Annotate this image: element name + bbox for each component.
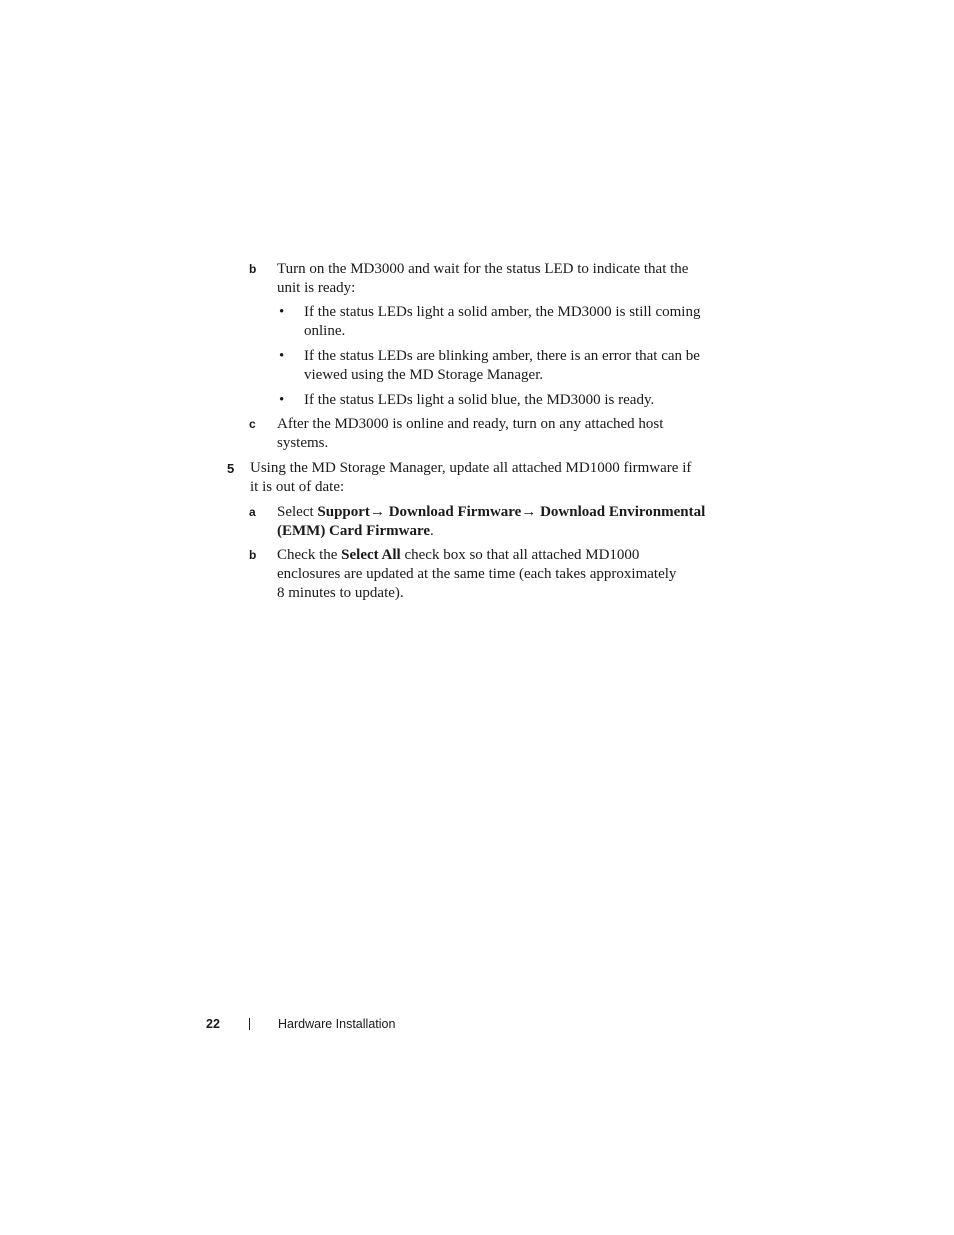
step-4b-text-line2: unit is ready: (277, 280, 356, 296)
step-5a-marker: a (249, 505, 256, 519)
select-all-label: Select All (341, 547, 401, 563)
section-title: Hardware Installation (278, 1017, 396, 1031)
step-5-text-line2: it is out of date: (250, 479, 345, 495)
step-5b-text-line2: enclosures are updated at the same time (each takes approximately (277, 566, 677, 582)
footer-separator (249, 1018, 250, 1030)
page-number: 22 (206, 1017, 220, 1031)
step-5-number: 5 (227, 461, 235, 476)
step-4b-text-line1: Turn on the MD3000 and wait for the status LED to indicate that the (277, 261, 689, 277)
menu-support: Support (317, 504, 370, 520)
step-4c-text-line2: systems. (277, 435, 329, 451)
menu-download-firmware: Download Firmware (388, 504, 522, 520)
menu-download-environmental: Download Environmental (540, 504, 706, 520)
bullet-1-symbol: • (279, 304, 285, 320)
step-5b-text-line3: 8 minutes to update). (277, 585, 404, 601)
step-4b-marker: b (249, 262, 257, 276)
arrow-icon: → (369, 504, 389, 520)
step-5b-prefix: Check the (277, 547, 342, 563)
step-5b-text-line1 (277, 546, 639, 566)
menu-emm-card-firmware: (EMM) Card Firmware (277, 523, 431, 539)
bullet-2-line1: If the status LEDs are blinking amber, there is an error that can be (304, 348, 700, 364)
step-4c-text-line1: After the MD3000 is online and ready, turn on any attached host (277, 416, 664, 432)
step-4c-marker: c (249, 417, 256, 431)
arrow-icon: → (521, 504, 541, 520)
step-5a-text-line1 (277, 503, 705, 523)
step-5b-marker: b (249, 548, 257, 562)
bullet-3-symbol: • (279, 392, 285, 408)
bullet-2-line2: viewed using the MD Storage Manager. (304, 367, 544, 383)
step-5a-suffix: . (430, 523, 434, 539)
step-5b-line1-rest: check box so that all attached MD1000 (400, 547, 640, 563)
step-5-text-line1: Using the MD Storage Manager, update all attached MD1000 firmware if (250, 460, 692, 476)
bullet-2-symbol: • (279, 348, 285, 364)
step-5a-prefix: Select (277, 504, 318, 520)
bullet-1-line1: If the status LEDs light a solid amber, the MD3000 is still coming (304, 304, 701, 320)
step-5a-text-line2 (277, 522, 434, 542)
bullet-1-line2: online. (304, 323, 346, 339)
bullet-3-line1: If the status LEDs light a solid blue, the MD3000 is ready. (304, 392, 655, 408)
